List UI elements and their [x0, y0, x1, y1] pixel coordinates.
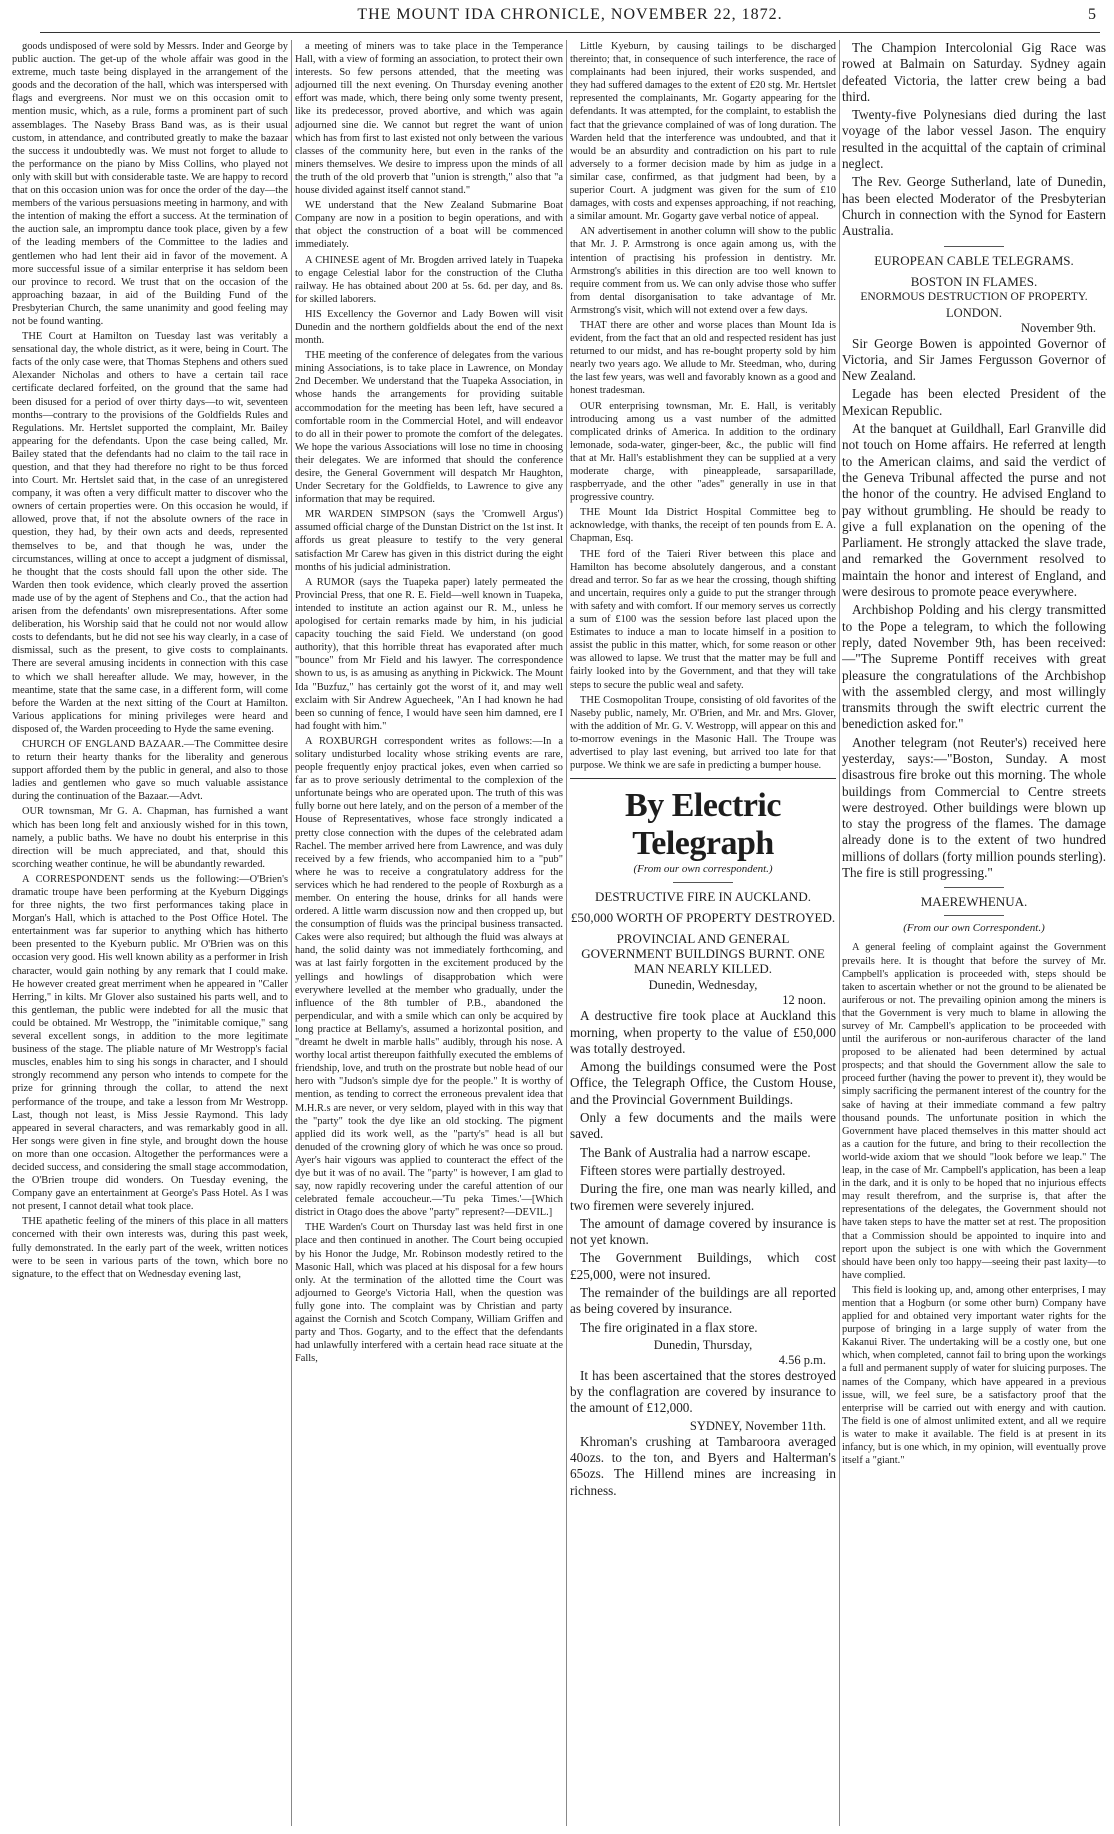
paragraph: goods undisposed of were sold by Messrs. Inder and George by public auction. The get-up of the whole affair was good in the extreme, much taste being displayed in the arrangement of the goods and the decoration of the hall, which was interspersed with flags and evergreens. Nor must we on this occasion omit to mention music, which, as a rule, forms a prominent part of such assemblages. The Naseby Brass Band was, as is their usual custom, in attendance, and contributed greatly to make the bazaar the success it undoubtedly was. We must not forget to allude to the performance on the piano by Miss Collins, who played not only with skill but with considerable taste. We are happy to record that on this occasion union was for once the order of the day—the members of the various persuasions meeting in harmony, and with the intention of making the effort a success. At the termination of the auction sale, an impromptu dance took place, given by a few of the leading members of the Committee to the ladies and gentlemen who had lent their aid in favor of the movement. A more successful issue of a similar enterprise it has seldom been our province to record. We trust that on the occasion of the approaching bazaar, in aid of the Building Fund of the Presbyterian Church, the same unanimity and good feeling may not be found wanting.	[12, 41, 288, 327]
paragraph: OUR enterprising townsman, Mr. E. Hall, is veritably introducing among us a vast number of the admitted complicated drinks of America. In addition to the ordinary lemonade, soda-water, ginger-beer, &c., the public will find that at Mr. Hall's establishment they can be supplied at a very moderate charge, with pineappleade, sarsaparillade, raspberryade, and the other "ades" generally in use in that progressive country.	[570, 400, 836, 504]
paragraph: A ROXBURGH correspondent writes as follows:—In a solitary undisturbed locality whose striking events are rare, people frequently enjoy practical jokes, even when carried so far as to prove seriously detrimental to the complexion of the unfortunate beings who are operated upon. The truth of this was fully borne out here lately, and on the person of a member of the House of Representatives, whose face strongly indicated a pretty close connection with the dupes of the celebrated adam Rachel. The member arrived here from Lawrence, and was duly received by a few friends, who accompanied him to a "pub" where he was to receive a congratulatory address for the services which he had rendered to the people of Roxburgh as a member. On entering the house, drinks for all hands were ordered. A little warm discussion now and then cropped up, but the consumption of fluids was the principal business transacted. Cakes were also required; but although the fluid was always at hand, the solid dainty was not immediately forthcoming, and was at last fairly forgotten in the excitement produced by the yellings and howlings of disapprobation which were everywhere levelled at the member who gradually, under the influence of the 8th tumbler of P.B., abandoned the perpendicular, and with a smile which can only be acquired by long practice at Bellamy's, assumed a horizontal position, and "dreamt he dwelt in marble halls" audibly, through his nose. A worthy local artist thereupon faithfully executed the emblems of friendship, love, and truth on the prostrate but noble head of our hero with "Judson's simple dye for the people." It is worthy of mention, as tending to correct the erroneous prevalent idea that M.H.R.s are never, or very seldom, played with in this way that the "party" took the dye like an old stocking. The pigment applied did its work well, as the "party's" head is all but denuded of the crowning glory of which he was once so proud. Ayer's hair vigours was applied to counteract the effect of the dye but it was of no avail. The "party" is however, I am glad to say, now rapidly recovering under the careful attention of our celebrated female accoucheur.—'Tu peka Times.'—[Which district in Otago does the above "party" represent?—DEVIL.]	[295, 735, 563, 1219]
paragraph: The Rev. George Sutherland, late of Dunedin, has been elected Moderator of the Presbyterian Church in connection with the Synod for Eastern Australia.	[842, 174, 1106, 239]
section-heading: By Electric Telegraph	[625, 787, 781, 863]
column-2	[295, 40, 563, 1826]
paragraph: THE Mount Ida District Hospital Committee beg to acknowledge, with thanks, the receipt of ten pounds from E. A. Chapman, Esq.	[570, 507, 836, 545]
divider	[944, 246, 1004, 247]
paragraph: AN advertisement in another column will show to the public that Mr. J. P. Armstrong is once again among us, with the intention of practising his profession in dentistry. Mr. Armstrong's abilities in this direction are too well known to require comment from us. We can only advise those who suffer from dental disorganisation to take advantage of Mr. Armstrong's visit, which will not extend over a few days.	[570, 226, 836, 316]
headline: DESTRUCTIVE FIRE IN AUCKLAND.	[595, 889, 811, 905]
paragraph: a meeting of miners was to take place in the Temperance Hall, with a view of forming an association, to protect their own interests. So few persons attended, that the meeting was adjourned till the next evening. On Thursday evening another effort was made, which, there being only some twenty present, like its predecessor, proved abortive, and which was again adjourned sine die. We cannot but regret the want of union which has from first to last existed not only between the various classes of the community here, but even in the ranks of the miners themselves. We desire to impress upon the minds of all the truth of the old proverb that "union is strength," also that "a house divided against itself cannot stand."	[295, 41, 563, 197]
headline: PROVINCIAL AND GENERAL GOVERNMENT BUILDINGS BURNT. ONE MAN NEARLY KILLED.	[581, 931, 825, 977]
masthead	[40, 6, 1100, 33]
column-rule	[566, 40, 567, 1826]
headline: EUROPEAN CABLE TELEGRAMS.	[874, 252, 1074, 268]
paragraph: Sir George Bowen is appointed Governor of Victoria, and Sir James Fergusson Governor of New Zealand.	[842, 335, 1106, 384]
paragraph: Fifteen stores were partially destroyed.	[580, 1162, 786, 1178]
divider	[944, 887, 1004, 888]
paragraph: A destructive fire took place at Auckland this morning, when property to the value of £50,000 was totally destroyed.	[570, 1008, 836, 1056]
dateline: 4.56 p.m.	[778, 1352, 826, 1367]
section-subheading: (From our own correspondent.)	[633, 863, 773, 876]
paragraph: CHURCH OF ENGLAND BAZAAR.—The Committee desire to return their hearty thanks for the liberality and generous support afforded them by the public in general, and also to those ladies and gentlemen who gave so much valuable assistance during the continuation of the Bazaar.—Advt.	[12, 738, 288, 803]
section-subheading: (From our own Correspondent.)	[903, 922, 1045, 935]
headline: ENORMOUS DESTRUCTION OF PROPERTY.	[860, 290, 1088, 303]
paragraph: HIS Excellency the Governor and Lady Bowen will visit Dunedin and the northern goldfields about the end of the next month.	[295, 308, 563, 347]
paragraph: THE ford of the Taieri River between this place and Hamilton has become absolutely dangerous, and a constant dread and terror. So far as we hear the crossing, though shifting and uncertain, requires only a guide to put the stranger through with safety and with comfort. If our memory serves us correctly a sum of £100 was the session before last placed upon the Estimates to induce a man to locate himself in a position to assist the public in this matter, which, for some reason or other was allowed to lapse. We trust that the matter may be full and fairly looked into by the Government, and that they will take steps to secure the public weal and safety.	[570, 548, 836, 691]
page-number: 5	[1088, 6, 1096, 23]
dateline: 12 noon.	[782, 993, 826, 1008]
paragraph: Among the buildings consumed were the Post Office, the Telegraph Office, the Custom House, and the Provincial Government Buildings.	[570, 1059, 836, 1107]
dateline: LONDON.	[946, 305, 1002, 320]
paragraph: THE apathetic feeling of the miners of this place in all matters concerned with their own interests was, during this past week, fully demonstrated. In the early part of the week, written notices were to be seen in various parts of the town, which bore no signature, to the effect that on Wednesday evening last,	[12, 1216, 288, 1280]
paragraph: The Bank of Australia had a narrow escape.	[580, 1144, 811, 1160]
paragraph: This field is looking up, and, among other enterprises, I may mention that a Hogburn (or some other burn) Company have applied for and obtained very important water rights for the purpose of bringing in a large supply of water from the Kakanui River. The undertaking will be a costly one, but one which, when completed, cannot fail to bring upon the workings a full and permanent supply of water for sluicing purposes. The names of the Company, which have appeared in a previous issue, will, we feel sure, be a satisfactory proof that the enterprise will be carried out with energy and with caution. The field is one of almost unlimited extent, and all we require is water to make it available. The field is at present in its infancy, but is one which, in my opinion, will eventually prove itself a "giant."	[842, 1284, 1106, 1467]
paragraph: The amount of damage covered by insurance is not yet known.	[570, 1215, 836, 1248]
paragraph: WE understand that the New Zealand Submarine Boat Company are now in a position to begin operations, and with that object the construction of a boat will be commenced immediately.	[295, 200, 563, 251]
section-divider	[570, 778, 836, 779]
paragraph: During the fire, one man was nearly killed, and two firemen were severely injured.	[570, 1181, 836, 1213]
paragraph: At the banquet at Guildhall, Earl Granville did not touch on Home affairs. He referred at length to the American claims, and said the verdict of the Geneva Tribunal affected the purse and not the honor of the country. He advised England to pay without grumbling. He should be ready to give a full explanation on the opening of the Parliament. He strongly attacked the slave trade, and remarked the Government resolved to maintain the honor and interest of England, and were desirous to promote peace everywhere.	[842, 421, 1106, 600]
paragraph: The Champion Intercolonial Gig Race was rowed at Balmain on Saturday. Sydney again defeated Victoria, the latter crew being a bad third.	[842, 40, 1106, 104]
paragraph: Archbishop Polding and his clergy transmitted to the Pope a telegram, to which the following reply, dated November 9th, has been received:—"The Supreme Pontiff receives with great pleasure the congratulations of the Archbishop with the assembled clergy, and most willingly transmits through the swift electric current the benediction asked for."	[842, 602, 1106, 732]
paragraph: Little Kyeburn, by causing tailings to be discharged thereinto; that, in consequence of such interference, the race of complainants had been injured, their works suspended, and they had suffered damages to the extent of £20 stg. Mr. Hertslet represented the complainants, Mr. Gogarty appearing for the defendants. It was attempted, for the complaint, to establish the fact that the grievance complained of was of long duration. The Warden held that the interference was undoubted, and that it would be an absurdity and contradiction on his part to rule adversely to a former decision made by him as judge in a similar case, confirmed, as that judgment had been, by a superior Court. A judgment was given for the sum of £10 damages, with costs and expenses approaching, if not reaching, a similar amount. Mr. Gogarty gave verbal notice of appeal.	[570, 41, 836, 223]
paragraph: Another telegram (not Reuter's) received here yesterday, says:—"Boston, Sunday. A most disastrous fire broke out this morning. The whole buildings from Commercial to Centre streets were destroyed. Other buildings were blown up to stay the progress of the flames. The damage already done is to the extent of two hundred millions of dollars (forty million pounds sterling). The fire is still progressing."	[842, 734, 1106, 881]
paragraph: Legade has been elected President of the Mexican Republic.	[842, 386, 1106, 418]
paragraph: It has been ascertained that the stores destroyed by the conflagration are covered by insurance to the amount of £12,000.	[570, 1367, 836, 1416]
paragraph: OUR townsman, Mr G. A. Chapman, has furnished a want which has been long felt and anxiously wished for in this town, namely, a public baths. We have no doubt his enterprise in this direction will be much appreciated, and that, should this scorching weather continue, he will be abundantly rewarded.	[12, 806, 288, 870]
headline: £50,000 WORTH OF PROPERTY DESTROYED.	[570, 910, 836, 926]
column-rule	[839, 40, 840, 1826]
dateline: Dunedin, Wednesday,	[648, 978, 758, 993]
paragraph: The Government Buildings, which cost £25,000, were not insured.	[570, 1250, 836, 1282]
headline: MAEREWHENUA.	[920, 894, 1028, 910]
paragraph: Twenty-five Polynesians died during the last voyage of the labor vessel Jason. The enquiry resulted in the acquittal of the captain of criminal neglect.	[842, 107, 1106, 172]
headline: BOSTON IN FLAMES.	[910, 273, 1038, 289]
paragraph: A CORRESPONDENT sends us the following:—O'Brien's dramatic troupe have been performing at the Kyeburn Diggings for three nights, the two first performances taking place in Morgan's Hall, which is attached to the Post Office Hotel. The entertainment was far superior to anything which has hitherto been presented to the Kyeburn public. Mr O'Brien was on this occasion very good. His well known ability as a performer in Irish character, would gain nothing by any remark that I could make. He however created great merriment when he appeared in "Caller Herring," in kilts. Mr Glover also sustained his parts well, and to this gentleman, the public were indebted for all the music that could be obtained. Mr Westropp, the "inimitable comique," sang several excellent songs, in addition to the more legitimate business of the stage. The pliable nature of Mr Westropp's facial muscles, enables him to sing his songs in character, and I should strongly recommend any person who intends to compete for the prize for grinning through the collar, to attend the next performance of the troupe, and take a lesson from Mr Westropp. Last, though not least, is Miss Jessie Raymond. This lady appeared in several characters, and was remarkably good in all. Her songs were given in fine style, and brought down the house on more than one occasion. Altogether the performances were a decided success, and considering the small stage accommodation, the O'Brien troupe did wonders. On Tuesday evening, the Company gave an entertainment at George's Pass Hotel. As I was not present, I cannot detail what took place.	[12, 873, 288, 1213]
paragraph: A CHINESE agent of Mr. Brogden arrived lately in Tuapeka to engage Celestial labor for the construction of the Clutha railway. He has obtained about 200 at 5s. 6d. per day, and 8s. for skilled laborers.	[295, 254, 563, 305]
column-1	[12, 40, 288, 1826]
column-3	[570, 40, 836, 1826]
paragraph: Only a few documents and the mails were saved.	[570, 1110, 836, 1142]
paragraph: THE Warden's Court on Thursday last was held first in one place and then continued in another. The Court being occupied by his Honor the Judge, Mr. Robinson modestly retired to the Masonic Hall, which was placed at his disposal for a few hours only. At the termination of the allotted time the Court was adjourned to George's Victoria Hall, when the question was fully gone into. The complaint was by Christian and party against the Cornish and Scotch Company, William Griffen and party and Thos. Gogarty, and to the effect that the defendants had unlawfully interfered with a certain head race situate at the Falls,	[295, 1222, 563, 1365]
dateline: November 9th.	[1021, 320, 1096, 335]
divider	[673, 882, 733, 883]
paragraph: The remainder of the buildings are all reported as being covered by insurance.	[570, 1285, 836, 1317]
paragraph: A RUMOR (says the Tuapeka paper) lately permeated the Provincial Press, that one R. E. Field—well known in Tuapeka, intended to institute an action against our R. M., unless he apologised for certain remarks made by him, in his judicial capacity touching the said Field. We understand (on good authority), that this horrible threat has evaporated after much "bounce" from Mr Field and his lawyer. The correspondence shown to us, is as amusing as anything in Pickwick. The Mount Ida "Buzfuz," has certainly got the worst of it, and may well exclaim with Sir Andrew Aguecheek, "An I had known he had been so cunning of fence, I would have seen him damned, ere I had fought with him."	[295, 576, 563, 732]
divider	[944, 915, 1004, 916]
paragraph: Khroman's crushing at Tambaroora averaged 40ozs. to the ton, and Byers and Halterman's 65ozs. The Hillend mines are increasing in richness.	[570, 1433, 836, 1498]
dateline: SYDNEY, November 11th.	[689, 1418, 826, 1433]
newspaper-title: THE MOUNT IDA CHRONICLE, NOVEMBER 22, 1872.	[357, 6, 783, 23]
dateline: Dunedin, Thursday,	[653, 1337, 753, 1352]
paragraph: THAT there are other and worse places than Mount Ida is evident, from the fact that an old and respected resident has just returned to our midst, and has re-bought property sold by him nearly two years ago. We allude to Mr. Steedman, who, during the last few years, was well and favorably known as a good and honest tradesman.	[570, 319, 836, 397]
paragraph: The fire originated in a flax store.	[580, 1319, 758, 1335]
column-4	[842, 40, 1106, 1826]
column-rule	[291, 40, 292, 1826]
paragraph: MR WARDEN SIMPSON (says the 'Cromwell Argus') assumed official charge of the Dunstan District on the 1st inst. It affords us great pleasure to testify to the very general satisfaction Mr Carew has given in this district during the eight months of his judicial administration.	[295, 509, 563, 573]
paragraph: THE meeting of the conference of delegates from the various mining Associations, is to take place in Lawrence, on Monday 2nd December. We understand that the Tuapeka Association, in whose hands the arrangements for providing suitable accommodation for the meeting has been left, have secured a comfortable room in the Commercial Hotel, and will endeavor to do all in their power to promote the comfort of the delegates. We hope the various Associations will lose no time in choosing their delegates. We are informed that should the conference desire, the General Government will despatch Mr Haughton, Under Secretary for the Goldfields, to Lawrence to give any information that may be required.	[295, 350, 563, 506]
paragraph: THE Court at Hamilton on Tuesday last was veritably a sensational day, the whole district, as it were, being in Court. The facts of the only case were, that Thomas Stephens and others sued Alexander Nicholas and others to have a certain tail race certificate declared forfeited, on the ground that the same had been disused for a period of over thirty days—to wit, seventeen months—contrary to the provisions of the Goldfields Rules and Regulations. Mr. Hertslet supported the complaint, Mr. Bailey appearing for the defendants. Upon the case being called, Mr. Bailey stated that the defendants had no claim to the tail race in question, and that they had therefore no right to be thus forced into Court. Mr. Hertslet said that, in the case of an unregistered company, it was often a very difficult matter to discover who the owners of certain properties were. On this occasion he would, if allowed, prove that, if not the absolute owners of the race in question, they had, by their own acts and deeds, represented themselves to be, and that though he was, under the circumstances, willing at once to accept a judgment of dismissal, he thought that the costs should fall upon the other side. The Warden then took evidence, which clearly proved the assertion made use of by the agent of Stephens and Co., that the action had arisen from the defendants' own misrepresentations. After some deliberation, his Worship said that he could not nor would allow costs to defendants, but he did not see his way clearly, in a case of dismissal, such as the present, to give costs to complainants. There are several amusing incidents in connection with this case to which we shall hereafter allude. We may, however, in the meantime, state that the same case, in a different form, will come before the Warden at the next sitting of the Court at Hamilton. Various applications for mining privileges were heard and disposed of, the Warden proceeding to Hyde the same evening.	[12, 331, 288, 735]
paragraph: THE Cosmopolitan Troupe, consisting of old favorites of the Naseby public, namely, Mr. O'Brien, and Mr. and Mrs. Glover, with the addition of Mr. G. V. Westropp, will appear on this and to-morrow evenings in the Masonic Hall. The Troupe was advertised to play last evening, but arrived too late for that purpose. We think we are safe in predicting a bumper house.	[570, 694, 836, 772]
paragraph: A general feeling of complaint against the Government prevails here. It is thought that before the survey of Mr. Campbell's application is proceeded with, steps should be taken to ascertain whether or not the ground to be alienated be auriferous or not. The prevailing opinion among the miners is that the Government is very much to blame in allowing the survey of Mr. Campbell's application to be proceeded with until the auriferous or non-auriferous character of the land proposed to be alienated had been determined by actual prospects; and that should the Government allow the sale to proceed further (having the power to prevent it), they would be simply sacrificing the permanent interest of the country for the sake of having at their immediate command a few paltry thousand pounds. The unfortunate position in which the Government have placed themselves in this matter should act as a caution for the future, and bring to their recollection the world-wide axiom that we should "look before we leap." The leap, in the case of Mr. Campbell's application, has been a leap in the dark, and it is only to be hoped that no injurious effects may result therefrom, and the surprise is, that after the representations of the delegates, the Government should not have taken steps to have the matter set at rest. The proposition that a Commission should be appointed to inquire into and report upon the subject is one with which the Government should have been only too happy—seeing their past laxity—to have complied.	[842, 942, 1106, 1281]
